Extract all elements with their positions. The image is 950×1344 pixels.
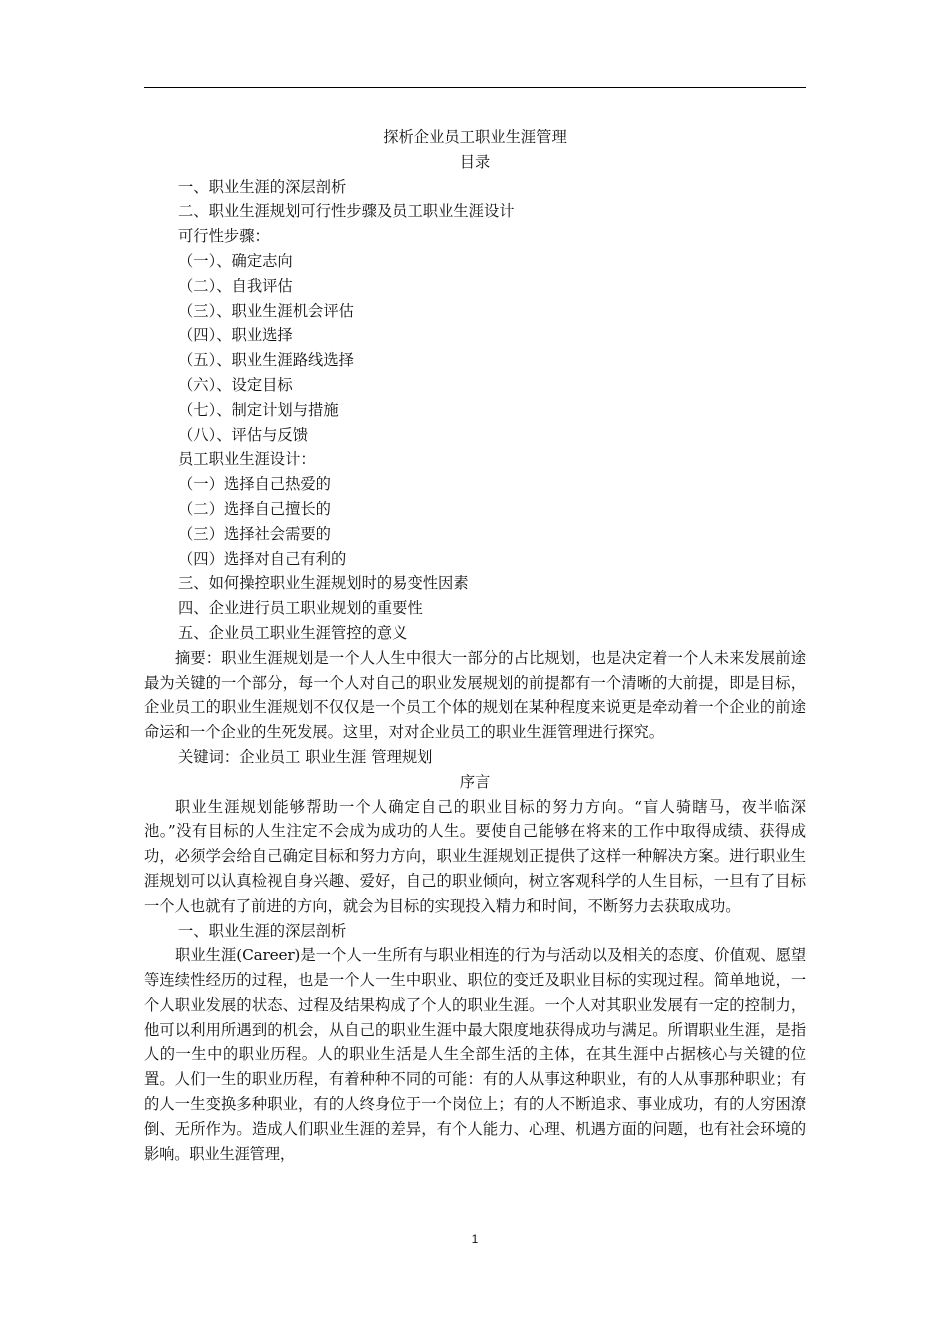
toc-item[interactable]: （一）、确定志向: [178, 251, 293, 270]
toc-item[interactable]: 二、职业生涯规划可行性步骤及员工职业生涯设计: [178, 202, 515, 221]
table-of-contents: [144, 175, 806, 646]
toc-item[interactable]: （八）、评估与反馈: [178, 425, 309, 444]
document-title: 探析企业员工职业生涯管理: [383, 128, 567, 146]
toc-item[interactable]: （六）、设定目标: [178, 375, 293, 394]
toc-item[interactable]: 五、企业员工职业生涯管控的意义: [178, 623, 408, 642]
toc-item[interactable]: （五）、职业生涯路线选择: [178, 351, 354, 370]
preface-heading: 序言: [459, 772, 491, 791]
toc-item[interactable]: （二）选择自己擅长的: [178, 499, 331, 518]
toc-item[interactable]: （一）选择自己热爱的: [178, 475, 331, 494]
toc-item[interactable]: 四、企业进行员工职业规划的重要性: [178, 599, 423, 618]
toc-item[interactable]: 可行性步骤：: [178, 227, 270, 246]
toc-heading: 目录: [459, 152, 491, 171]
toc-item[interactable]: （三）选择社会需要的: [178, 524, 331, 543]
keywords-line: 关键词：企业员工 职业生涯 管理规划: [178, 747, 433, 766]
toc-item[interactable]: （七）、制定计划与措施: [178, 400, 339, 419]
section-paragraph: 职业生涯(Career)是一个人一生所有与职业相连的行为与活动以及相关的态度、价值观、愿望等连续性经历的过程，也是一个人一生中职业、职位的变迁及职业目标的实现过程。简单地说，一个人职业发展的状态、过程及结果构成了个人的职业生涯。一个人对其职业发展有一定的控制力，他可以利用所遇到的机会，从自己的职业生涯中最大限度地获得成功与满足。所谓职业生涯，是指人的一生中的职业历程。人的职业生活是人生全部生活的主体，在其生涯中占据核心与关键的位置。人们一生的职业历程，有着种种不同的可能：有的人从事这种职业，有的人从事那种职业；有的人一生变换多种职业，有的人终身位于一个岗位上；有的人不断追求、事业成功，有的人穷困潦倒、无所作为。造成人们职业生涯的差异，有个人能力、心理、机遇方面的问题，也有社会环境的影响。职业生涯管理，: [144, 946, 806, 1163]
toc-item[interactable]: （三）、职业生涯机会评估: [178, 301, 354, 320]
header-rule: [144, 87, 806, 88]
toc-item[interactable]: 三、如何操控职业生涯规划时的易变性因素: [178, 574, 469, 593]
toc-item[interactable]: （四）、职业选择: [178, 326, 293, 345]
toc-item[interactable]: 一、职业生涯的深层剖析: [178, 177, 347, 196]
abstract-paragraph: 摘要：职业生涯规划是一个人人生中很大一部分的占比规划，也是决定着一个人未来发展前途最为关键的一个部分，每一个人对自己的职业发展规划的前提都有一个清晰的大前提，即是目标，企业员工的职业生涯规划不仅仅是一个员工个体的规划在某种程度来说更是牵动着一个企业的前途命运和一个企业的生死发展。这里，对对企业员工的职业生涯管理进行探究。: [144, 648, 806, 742]
toc-item[interactable]: 员工职业生涯设计：: [178, 450, 316, 469]
section-heading: 一、职业生涯的深层剖析: [178, 921, 347, 940]
page-number: 1: [471, 1232, 479, 1246]
toc-item[interactable]: （二）、自我评估: [178, 276, 293, 295]
toc-item[interactable]: （四）选择对自己有利的: [178, 549, 347, 568]
document-body: [144, 125, 806, 1166]
preface-paragraph: 职业生涯规划能够帮助一个人确定自己的职业目标的努力方向。“盲人骑瞎马，夜半临深池。”没有目标的人生注定不会成为成功的人生。要使自己能够在将来的工作中取得成绩、获得成功，必须学会给自己确定目标和努力方向，职业生涯规划正提供了这样一种解决方案。进行职业生涯规划可以认真检视自身兴趣、爱好，自己的职业倾向，树立客观科学的人生目标，一旦有了目标一个人也就有了前进的方向，就会为目标的实现投入精力和时间，不断努力去获取成功。: [144, 797, 806, 915]
